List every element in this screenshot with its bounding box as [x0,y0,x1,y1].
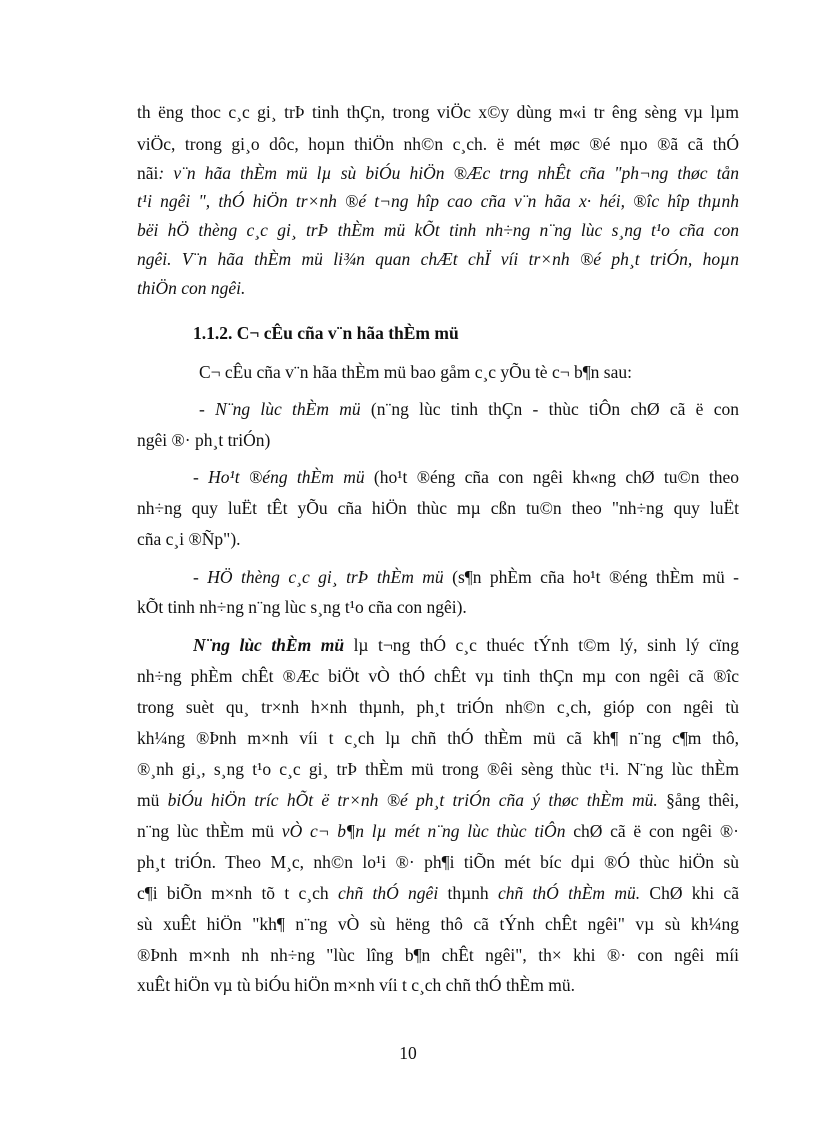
italic-run: HÖ thèng c¸c gi¸ trÞ thÈm mü [207,567,444,587]
text-run: mü [137,790,168,810]
text-line [137,219,739,241]
text-run: - [193,567,208,587]
text-line [137,789,739,811]
italic-run: biÓu hiÖn tríc hÕt ë tr×nh ®é ph¸t triÓn cña ý thøc thÈm mü. [167,790,658,810]
italic-run: vÒ c¬ b¶n lµ mét n¨ng lùc thùc tiÔn [281,821,566,841]
text-line [137,820,739,842]
text-run: chØ cã ë con ngêi ®· [565,821,739,841]
list-item [199,398,739,420]
list-item [193,566,739,588]
italic-run: : v¨n hãa thÈm mü lµ sù biÓu hiÖn ®Æc trng nhÊt cña "ph¬ng thøc tån [158,163,739,183]
page-number: 10 [399,1043,417,1063]
italic-run: Ho¹t ®éng thÈm mü [208,467,365,487]
text-line: trong suèt qu¸ tr×nh h×nh thµnh, ph¸t triÓn nh©n c¸ch, gióp con ngêi tù [137,697,739,717]
text-line: nh÷ng phÈm chÊt ®Æc biÖt vÒ thÓ chÊt vµ tinh thÇn mµ con ngêi cã ®îc [137,666,739,686]
text-line: C¬ cÊu cña v¨n hãa thÈm mü bao gåm c¸c yÕu tè c¬ b¶n sau: [199,362,632,382]
text-line: th ëng thoc c¸c gi¸ trÞ tinh thÇn, trong viÖc x©y dùng m«i tr êng sèng vµ lµm [137,102,739,122]
text-line: ®¸nh gi¸, s¸ng t¹o c¸c gi¸ trÞ thÈm mü trong ®êi sèng thùc t¹i. N¨ng lùc thÈm [137,759,739,779]
text-run: n¨ng lùc thÈm mü [137,821,282,841]
text-line: kÕt tinh nh÷ng n¨ng lùc s¸ng t¹o cña con ngêi). [137,597,467,617]
text-line: ®Þnh m×nh nh nh÷ng "lùc lîng b¶n chÊt ngêi", th× khi ®· con ngêi míi [137,945,739,965]
text-line: ph¸t triÓn. Theo M¸c, nh©n lo¹i ®· ph¶i tiÕn mét bíc dµi ®Ó thùc hiÖn sù [137,852,739,872]
text-line [137,882,739,904]
section-heading: 1.1.2. C¬ cÊu cña v¨n hãa thÈm mü [193,323,459,343]
text-run: (ho¹t ®éng cña con ngêi kh«ng chØ tu©n theo [364,467,739,487]
italic-run: chñ thÓ ngêi [337,883,439,903]
text-run: (n¨ng lùc tinh thÇn - thùc tiÔn chØ cã ë con [360,399,739,419]
text-line [137,162,739,184]
bold-italic-run: N¨ng lùc thÈm mü [193,635,345,655]
text-line [137,190,739,212]
text-line: kh¼ng ®Þnh m×nh víi t c¸ch lµ chñ thÓ thÈm mü cã kh¶ n¨ng c¶m thô, [137,728,739,748]
text-line: sù xuÊt hiÖn "kh¶ n¨ng vÒ sù hëng thô cã tÝnh chÊt ngêi" vµ sù kh¼ng [137,914,739,934]
text-run: ChØ khi cã [640,883,739,903]
text-line [137,248,739,270]
text-run: lµ t¬ng thÓ c¸c thuéc tÝnh t©m lý, sinh lý cïng [344,635,739,655]
italic-run: t¹i ngêi ", thÓ hiÖn tr×nh ®é t¬ng hîp cao cña v¨n hãa x· héi, ®îc hîp thµnh [137,191,739,211]
text-line: nh÷ng quy luËt tÊt yÕu cña hiÖn thùc mµ cßn tu©n theo "nh÷ng quy luËt [137,498,739,518]
text-line [137,277,739,299]
italic-run: thiÖn con ngêi. [137,278,246,298]
text-line: ngêi ®· ph¸t triÓn) [137,430,271,450]
italic-run: ngêi. V¨n hãa thÈm mü li¾n quan chÆt chÏ víi tr×nh ®é ph¸t triÓn, hoµn [137,249,739,269]
text-line: xuÊt hiÖn vµ tù biÓu hiÖn m×nh víi t c¸ch chñ thÓ thÈm mü. [137,975,575,995]
italic-run: N¨ng lùc thÈm mü [215,399,361,419]
italic-run: bëi hÖ thèng c¸c gi¸ trÞ thÈm mü kÕt tinh nh÷ng n¨ng lùc s¸ng t¹o cña con [137,220,739,240]
text-run: nãi [137,163,159,183]
text-run: - [199,399,216,419]
text-run: (s¶n phÈm cña ho¹t ®éng thÈm mü - [443,567,739,587]
text-run: §ång thêi, [657,790,739,810]
text-line: cña c¸i ®Ñp"). [137,529,241,549]
text-run: - [193,467,209,487]
italic-run: chñ thÓ thÈm mü. [497,883,641,903]
text-run: thµnh [438,883,498,903]
text-run: c¶i biÕn m×nh tõ t c¸ch [137,883,338,903]
list-item [193,466,739,488]
text-line [193,634,739,656]
text-line: viÖc, trong gi¸o dôc, hoµn thiÖn nh©n c¸ch. ë mét møc ®é nµo ®ã cã thÓ [137,134,739,154]
